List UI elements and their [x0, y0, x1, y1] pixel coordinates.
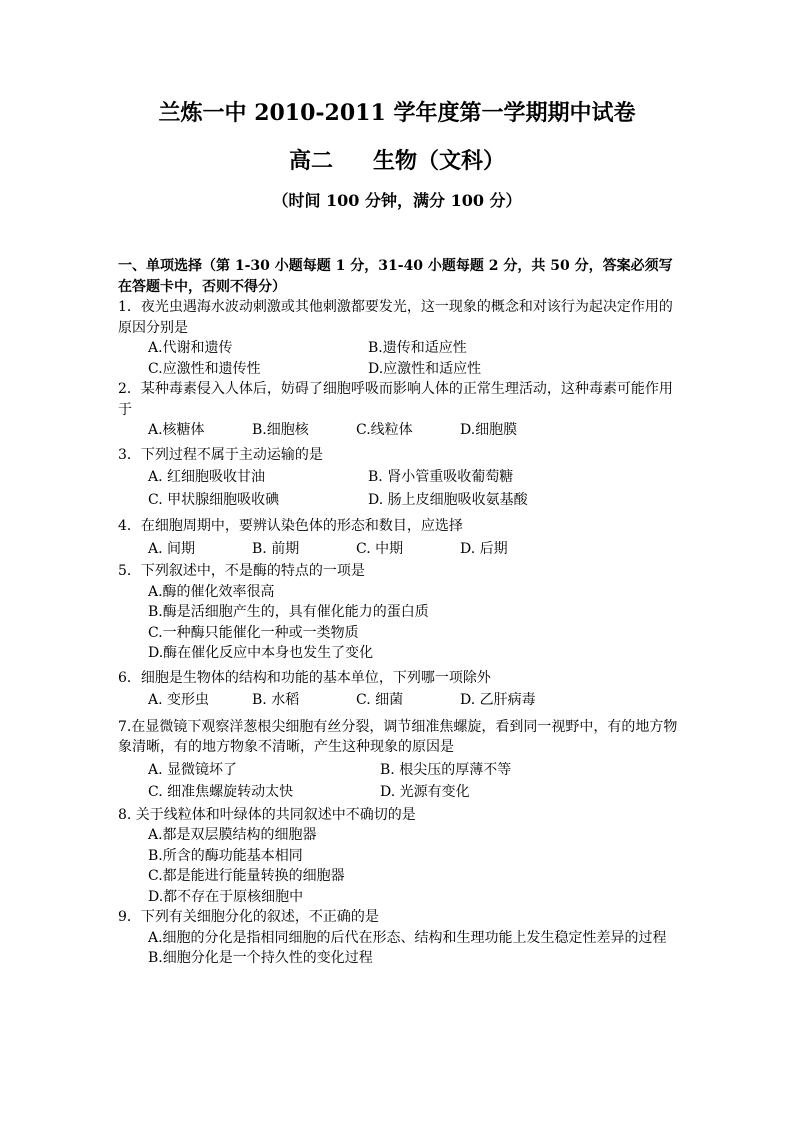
option-d: D. 肠上皮细胞吸收氨基酸	[368, 491, 528, 508]
option-d: D. 乙肝病毒	[460, 692, 536, 708]
option-b: B.细胞分化是一个持久性的变化过程	[148, 950, 373, 966]
question-2-stem: 2．某种毒素侵入人体后，妨碍了细胞呼吸而影响人体的正常生理活动，这种毒素可能作用于	[118, 381, 673, 418]
question-8-options	[118, 825, 680, 907]
option-b: B. 水稻	[252, 692, 300, 708]
option-a: A. 变形虫	[148, 692, 210, 708]
option-b: B. 肾小管重吸收葡萄糖	[368, 469, 514, 485]
option-a: A. 显微镜坏了	[148, 761, 238, 778]
question-7-stem: 7.在显微镜下观察洋葱根尖细胞有丝分裂，调节细准焦螺旋，看到同一视野中，有的地方物象清晰，有的地方物象不清晰，产生这种现象的原因是	[118, 718, 678, 755]
option-c: C.都是能进行能量转换的细胞器	[148, 868, 345, 884]
question-3-options	[118, 467, 680, 510]
option-c: C. 细菌	[356, 692, 404, 708]
option-c: C. 中期	[356, 540, 404, 557]
option-d: D. 后期	[460, 540, 508, 557]
option-b: B.细胞核	[252, 422, 309, 438]
grade-label: 高二	[288, 148, 333, 174]
option-a: A.核糖体	[148, 422, 205, 438]
option-a	[118, 928, 680, 949]
exam-title: 兰炼一中 2010-2011 学年度第一学期期中试卷	[158, 100, 636, 126]
option-a-text: A.细胞的分化是指相同细胞的后代在形态、结构和生理功能上发生稳定性差异的过程	[148, 929, 667, 946]
option-a: A. 间期	[148, 540, 196, 557]
option-a: A.酶的催化效率很高	[148, 583, 275, 600]
question-1-stem: 1．夜光虫遇海水波动刺激或其他刺激都要发光，这一现象的概念和对该行为起决定作用的原因分别是	[118, 299, 673, 336]
question-7-options	[118, 760, 680, 803]
option-b: B.所含的酶功能基本相同	[148, 847, 303, 864]
exam-body	[118, 256, 680, 969]
option-a: A. 红细胞吸收甘油	[148, 469, 266, 485]
option-b: B. 根尖压的厚薄不等	[380, 761, 512, 778]
exam-time-note: （时间 100 分钟，满分 100 分）	[272, 191, 522, 210]
option-d: D.酶在催化反应中本身也发生了变化	[148, 645, 374, 661]
question-2-options	[118, 420, 680, 441]
option-d: D.细胞膜	[460, 422, 518, 438]
question-3-stem: 3．下列过程不属于主动运输的是	[118, 446, 323, 463]
option-b: B.酶是活细胞产生的，具有催化能力的蛋白质	[148, 604, 429, 620]
option-c: C.应激性和遗传性	[148, 360, 261, 377]
question-5-stem: 5．下列叙述中，不是酶的特点的一项是	[118, 563, 365, 579]
question-4-stem: 4．在细胞周期中，要辨认染色体的形态和数目，应选择	[118, 518, 463, 534]
section-heading: 一、单项选择（第 1-30 小题每题 1 分，31-40 小题每题 2 分，共 50 分，答案必须写在答题卡中，否则不得分）	[118, 258, 673, 295]
option-c: C.一种酶只能催化一种或一类物质	[148, 624, 359, 641]
option-b: B.遗传和适应性	[368, 340, 467, 356]
question-8-stem: 8. 关于线粒体和叶绿体的共同叙述中不确切的是	[118, 806, 416, 823]
option-d: D.应激性和适应性	[368, 360, 482, 377]
question-4-options	[118, 539, 680, 560]
question-6-stem: 6．细胞是生物体的结构和功能的基本单位，下列哪一项除外	[118, 669, 491, 686]
question-9-options	[118, 928, 680, 969]
question-1-options	[118, 338, 680, 379]
option-c: C. 细准焦螺旋转动太快	[148, 784, 294, 800]
option-a: A.代谢和遗传	[148, 340, 233, 356]
question-9-stem: 9．下列有关细胞分化的叙述，不正确的是	[118, 909, 379, 925]
option-c: C.线粒体	[356, 422, 413, 438]
question-5-options	[118, 582, 680, 664]
option-c: C. 甲状腺细胞吸收碘	[148, 491, 280, 508]
option-b: B. 前期	[252, 540, 300, 557]
option-a: A.都是双层膜结构的细胞器	[148, 827, 317, 843]
subject-label: 生物（文科）	[373, 148, 506, 174]
option-d: D.都不存在于原核细胞中	[148, 888, 304, 905]
exam-subtitle	[0, 148, 794, 174]
option-d: D. 光源有变化	[380, 784, 470, 800]
question-6-options	[118, 690, 680, 711]
